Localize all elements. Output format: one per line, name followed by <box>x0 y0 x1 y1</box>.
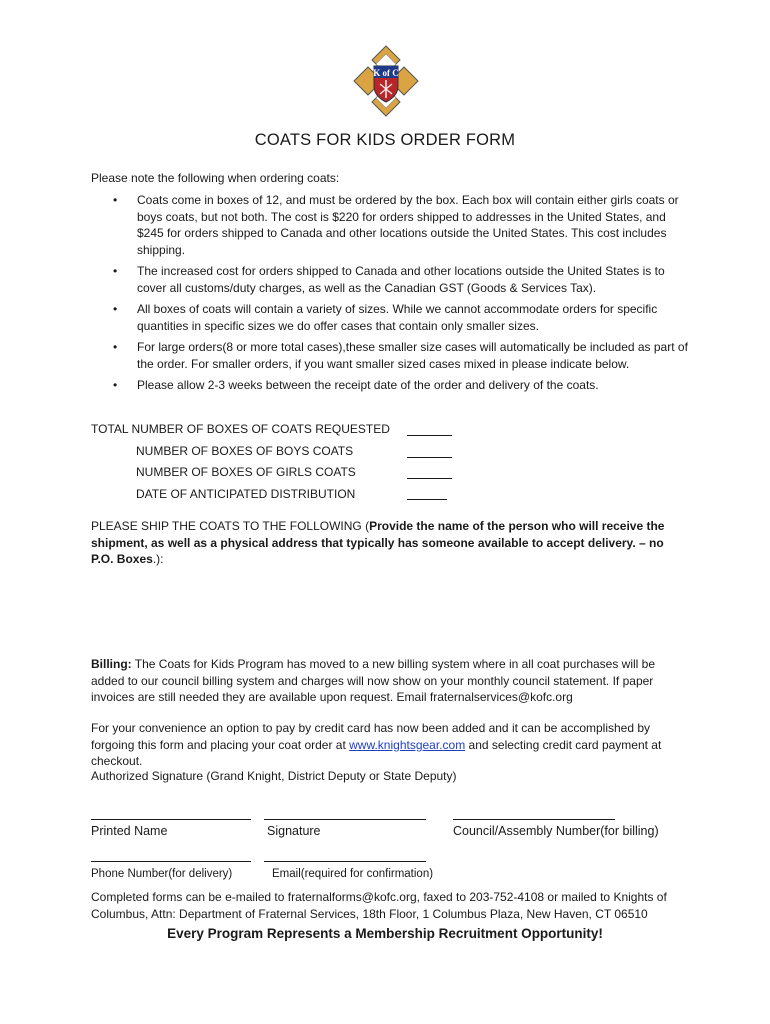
council-number-label: Council/Assembly Number(for billing) <box>453 824 659 838</box>
printed-name-label: Printed Name <box>91 824 168 838</box>
bullet-icon: • <box>113 193 118 207</box>
list-item: • All boxes of coats will contain a variety of sizes. While we cannot accommodate orders for specific quantities in specific sizes we do offer cases that contain only smaller sizes. <box>113 302 658 333</box>
phone-number-label: Phone Number(for delivery) <box>91 868 233 880</box>
signature-line[interactable] <box>264 819 426 820</box>
completed-forms-text: Completed forms can be e-mailed to fraternalforms@kofc.org, faxed to 203-752-4108 or mailed to Knights of Columbus, Attn: Department of Fraternal Services, 18th Floor, 1 Columbus Plaza, New Haven, CT 06510 <box>91 890 667 921</box>
knightsgear-link[interactable]: www.knightsgear.com <box>349 737 466 752</box>
email-label: Email(required for confirmation) <box>272 868 434 880</box>
girls-boxes-label: NUMBER OF BOXES OF GIRLS COATS <box>136 465 356 479</box>
billing-paragraph: Billing: The Coats for Kids Program has moved to a new billing system where in all coat purchases will be added to our council billing system and charges will now show on your monthly council statement. If paper invoices are still needed they are available upon request. Email fraternalservices@kofc.org <box>91 657 656 704</box>
total-boxes-field[interactable] <box>407 435 452 436</box>
credit-card-paragraph: For your convenience an option to pay by credit card has now been added and it can be accomplished by forgoing this form and placing your coat order at www.knightsgear.com and selecting credit card payment at checkout. <box>91 721 662 768</box>
emblem-lettering: K of C <box>373 68 399 78</box>
list-item: • Please allow 2-3 weeks between the receipt date of the order and delivery of the coats. <box>113 378 599 392</box>
signature-label: Signature <box>267 824 321 838</box>
page-title: COATS FOR KIDS ORDER FORM <box>254 131 516 149</box>
intro-text: Please note the following when ordering coats: <box>91 171 340 185</box>
phone-number-line[interactable] <box>91 861 251 862</box>
knights-of-columbus-emblem <box>352 44 420 118</box>
girls-boxes-field[interactable] <box>407 478 452 479</box>
recruitment-tagline: Every Program Represents a Membership Recruitment Opportunity! <box>167 926 603 941</box>
bullet-icon: • <box>113 378 118 392</box>
total-boxes-label: TOTAL NUMBER OF BOXES OF COATS REQUESTED <box>91 422 390 436</box>
boys-boxes-label: NUMBER OF BOXES OF BOYS COATS <box>136 444 354 458</box>
council-number-line[interactable] <box>453 819 615 820</box>
distribution-date-label: DATE OF ANTICIPATED DISTRIBUTION <box>136 487 356 501</box>
email-line[interactable] <box>264 861 426 862</box>
ordering-notes-list <box>91 192 691 394</box>
printed-name-line[interactable] <box>91 819 251 820</box>
list-item: • For large orders(8 or more total cases),these smaller size cases will automatically be included as part of the order. For smaller orders, if you want smaller sized cases mixed in please indicate below. <box>113 340 688 371</box>
boys-boxes-field[interactable] <box>407 457 452 458</box>
list-item: • Coats come in boxes of 12, and must be ordered by the box. Each box will contain either girls coats or boys coats, but not both. The cost is $220 for orders shipped to addresses in the United States, and $245 for orders shipped to Canada and other locations outside the United States. This cost includes shipping. <box>113 193 679 257</box>
shipping-address-area[interactable] <box>91 570 681 650</box>
bullet-icon: • <box>113 340 118 354</box>
list-item: • The increased cost for orders shipped to Canada and other locations outside the United States is to cover all customs/duty charges, as well as the Canadian GST (Goods & Services Tax). <box>113 264 665 295</box>
ship-to-instructions: PLEASE SHIP THE COATS TO THE FOLLOWING (Provide the name of the person who will receive the shipment, as well as a physical address that typically has someone available to accept delivery. – no P.O. Boxes.): <box>91 519 665 566</box>
authorized-signature-label: Authorized Signature (Grand Knight, District Deputy or State Deputy) <box>91 769 457 783</box>
distribution-date-field[interactable] <box>407 499 447 500</box>
bullet-icon: • <box>113 302 118 316</box>
bullet-icon: • <box>113 264 118 278</box>
